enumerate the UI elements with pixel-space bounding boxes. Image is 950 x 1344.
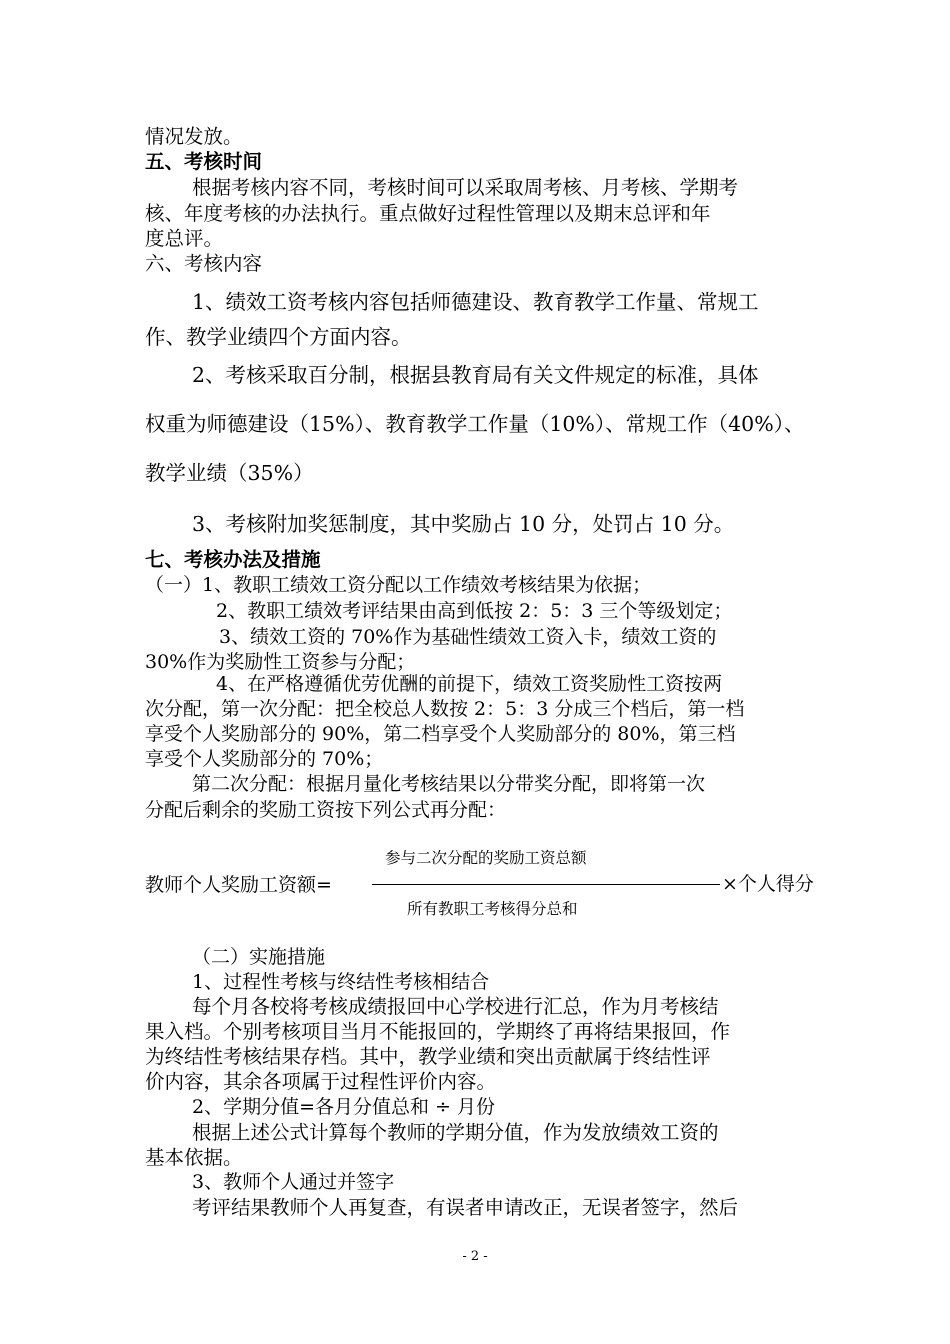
- paragraph-line: 核、年度考核的办法执行。重点做好过程性管理以及期末总评和年: [145, 202, 711, 225]
- paragraph-line: 考评结果教师个人再复查，有误者申请改正，无误者签字，然后: [192, 1196, 739, 1219]
- paragraph-line: 权重为师德建设（15%）、教育教学工作量（10%）、常规工作（40%）、: [145, 412, 805, 436]
- paragraph-line: 分配后剩余的奖励工资按下列公式再分配：: [145, 799, 507, 821]
- paragraph-line: 每个月各校将考核成绩报回中心学校进行汇总，作为月考核结: [192, 995, 719, 1018]
- paragraph-line: 度总评。: [145, 227, 224, 250]
- formula-rhs: ×个人得分: [722, 873, 814, 895]
- formula-denominator: 所有教职工考核得分总和: [407, 900, 578, 918]
- paragraph-line: 情况发放。: [145, 125, 243, 148]
- paragraph-line: （一）1、教职工绩效工资分配以工作绩效考核结果为依据；: [145, 574, 652, 596]
- paragraph-line: 1、过程性考核与终结性考核相结合: [192, 971, 490, 993]
- paragraph-line: 次分配，第一次分配：把全校总人数按 2：5：3 分成三个档后，第一档: [145, 698, 745, 720]
- paragraph-line: 果入档。个别考核项目当月不能报回的，学期终了再将结果报回，作: [145, 1020, 731, 1043]
- paragraph-line: 3、教师个人通过并签字: [192, 1171, 395, 1193]
- paragraph-line: 作、教学业绩四个方面内容。: [145, 325, 412, 349]
- paragraph-line: 4、在严格遵循优劳优酬的前提下，绩效工资奖励性工资按两: [216, 673, 723, 695]
- fraction-bar: [372, 884, 720, 885]
- paragraph-line: 根据考核内容不同，考核时间可以采取周考核、月考核、学期考: [192, 176, 739, 199]
- paragraph-line: 1、绩效工资考核内容包括师德建设、教育教学工作量、常规工: [192, 290, 759, 314]
- subsection-heading: （二）实施措施: [192, 946, 326, 968]
- section-heading-5: 五、考核时间: [145, 150, 263, 173]
- paragraph-line: 2、教职工绩效考评结果由高到低按 2：5：3 三个等级划定；: [216, 600, 733, 622]
- formula-numerator: 参与二次分配的奖励工资总额: [385, 849, 587, 867]
- paragraph-line: 第二次分配：根据月量化考核结果以分带奖分配，即将第一次: [192, 773, 706, 795]
- paragraph-line: 30%作为奖励性工资参与分配；: [145, 651, 416, 673]
- paragraph-line: 享受个人奖励部分的 90%，第二档享受个人奖励部分的 80%，第三档: [145, 723, 736, 745]
- paragraph-line: 根据上述公式计算每个教师的学期分值，作为发放绩效工资的: [192, 1121, 719, 1144]
- paragraph-line: 基本依据。: [145, 1146, 243, 1169]
- page-number: - 2 -: [462, 1249, 488, 1264]
- paragraph-line: 价内容，其余各项属于过程性评价内容。: [145, 1070, 497, 1093]
- section-heading-7: 七、考核办法及措施: [145, 548, 321, 571]
- paragraph-line: 3、考核附加奖惩制度，其中奖励占 10 分，处罚占 10 分。: [192, 512, 735, 536]
- formula-lhs: 教师个人奖励工资额=: [145, 874, 332, 896]
- paragraph-line: 3、绩效工资的 70%作为基础性绩效工资入卡，绩效工资的: [219, 626, 717, 648]
- paragraph-line: 2、考核采取百分制，根据县教育局有关文件规定的标准，具体: [192, 363, 759, 387]
- paragraph-line: 2、学期分值=各月分值总和 ÷ 月份: [192, 1096, 496, 1118]
- paragraph-line: 教学业绩（35%）: [145, 461, 314, 485]
- section-heading-6: 六、考核内容: [145, 252, 263, 275]
- paragraph-line: 享受个人奖励部分的 70%；: [145, 748, 384, 770]
- paragraph-line: 为终结性考核结果存档。其中，教学业绩和突出贡献属于终结性评: [145, 1045, 711, 1068]
